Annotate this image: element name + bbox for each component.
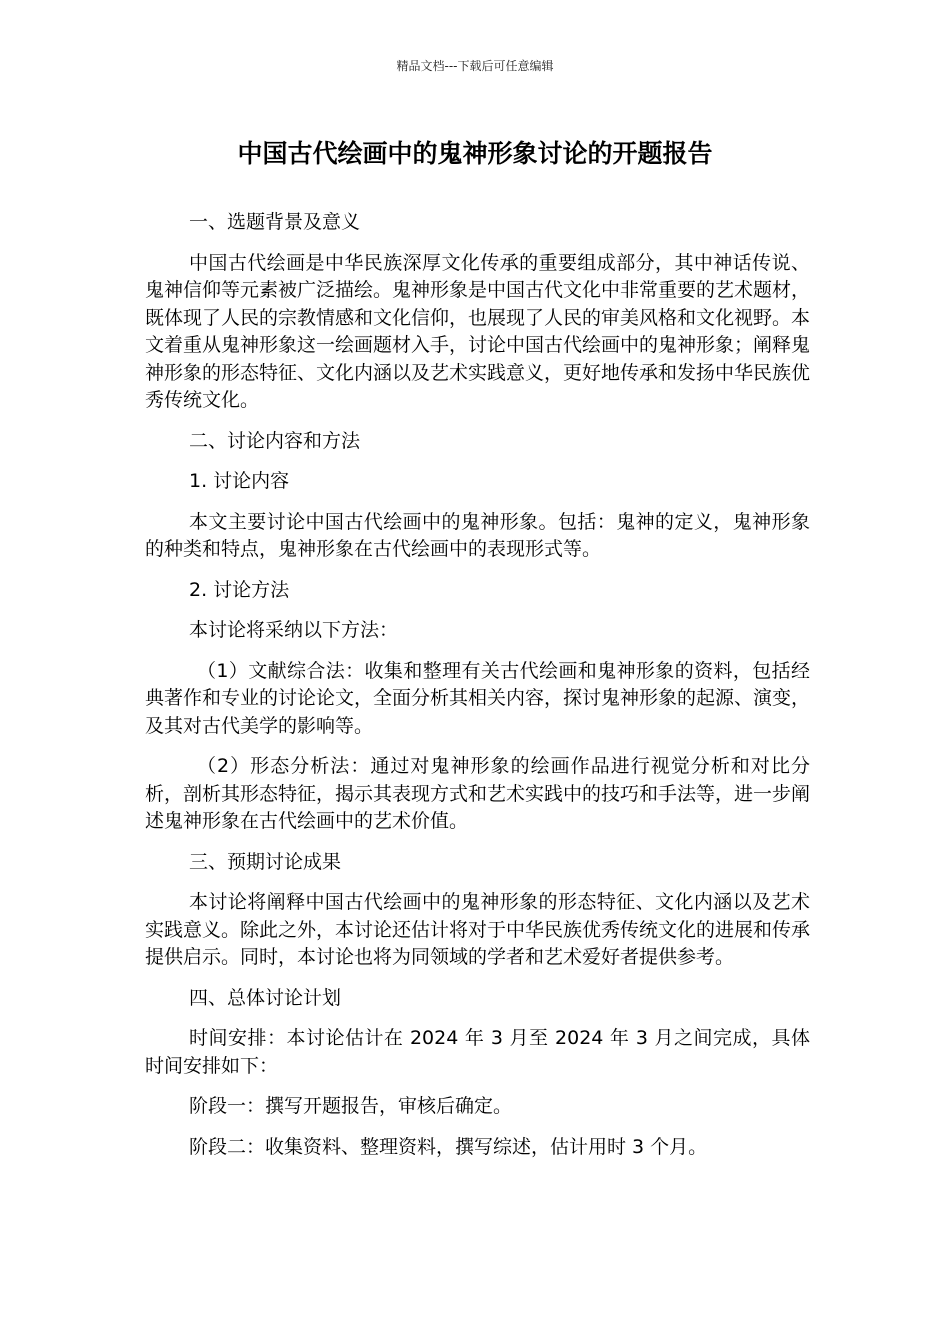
subsection-2-heading: 2. 讨论方法 — [189, 578, 290, 601]
method-1-paragraph: （1）文献综合法：收集和整理有关古代绘画和鬼神形象的资料，包括经典著作和专业的讨论论文，全面分析其相关内容，探讨鬼神形象的起源、演变，及其对古代美学的影响等。 — [145, 659, 811, 737]
section-3-heading: 三、预期讨论成果 — [189, 850, 342, 873]
header-note: 精品文档---下载后可任意编辑 — [396, 59, 554, 73]
document-body — [145, 209, 810, 1174]
stage-2-paragraph: 阶段二：收集资料、整理资料，撰写综述，估计用时 3 个月。 — [189, 1135, 708, 1158]
section-4-heading: 四、总体讨论计划 — [189, 986, 342, 1009]
schedule-paragraph: 时间安排：本讨论估计在 2024 年 3 月至 2024 年 3 月之间完成，具体时间安排如下： — [145, 1027, 810, 1077]
subsection-1-heading: 1. 讨论内容 — [189, 470, 290, 492]
outcome-paragraph: 本讨论将阐释中国古代绘画中的鬼神形象的形态特征、文化内涵以及艺术实践意义。除此之外，本讨论还估计将对于中华民族优秀传统文化的进展和传承提供启示。同时，本讨论也将为同领域的学者和艺术爱好者提供参考。 — [145, 891, 811, 968]
stage-1-paragraph: 阶段一：撰写开题报告，审核后确定。 — [189, 1095, 513, 1117]
method-intro-paragraph: 本讨论将采纳以下方法： — [189, 619, 399, 641]
content-paragraph: 本文主要讨论中国古代绘画中的鬼神形象。包括：鬼神的定义，鬼神形象的种类和特点，鬼神形象在古代绘画中的表现形式等。 — [145, 510, 810, 560]
background-paragraph: 中国古代绘画是中华民族深厚文化传承的重要组成部分，其中神话传说、鬼神信仰等元素被广泛描绘。鬼神形象是中国古代文化中非常重要的艺术题材，既体现了人民的宗教情感和文化信仰，也展现了人民的审美风格和文化视野。本文着重从鬼神形象这一绘画题材入手，讨论中国古代绘画中的鬼神形象；阐释鬼神形象的形态特征、文化内涵以及艺术实践意义，更好地传承和发扬中华民族优秀传统文化。 — [145, 251, 811, 411]
document-title: 中国古代绘画中的鬼神形象讨论的开题报告 — [237, 139, 713, 168]
section-1-heading: 一、选题背景及意义 — [189, 211, 361, 233]
method-2-paragraph: （2）形态分析法：通过对鬼神形象的绘画作品进行视觉分析和对比分析，剖析其形态特征，揭示其表现方式和艺术实践中的技巧和手法等，进一步阐述鬼神形象在古代绘画中的艺术价值。 — [145, 755, 811, 832]
section-2-heading: 二、讨论内容和方法 — [189, 429, 361, 452]
